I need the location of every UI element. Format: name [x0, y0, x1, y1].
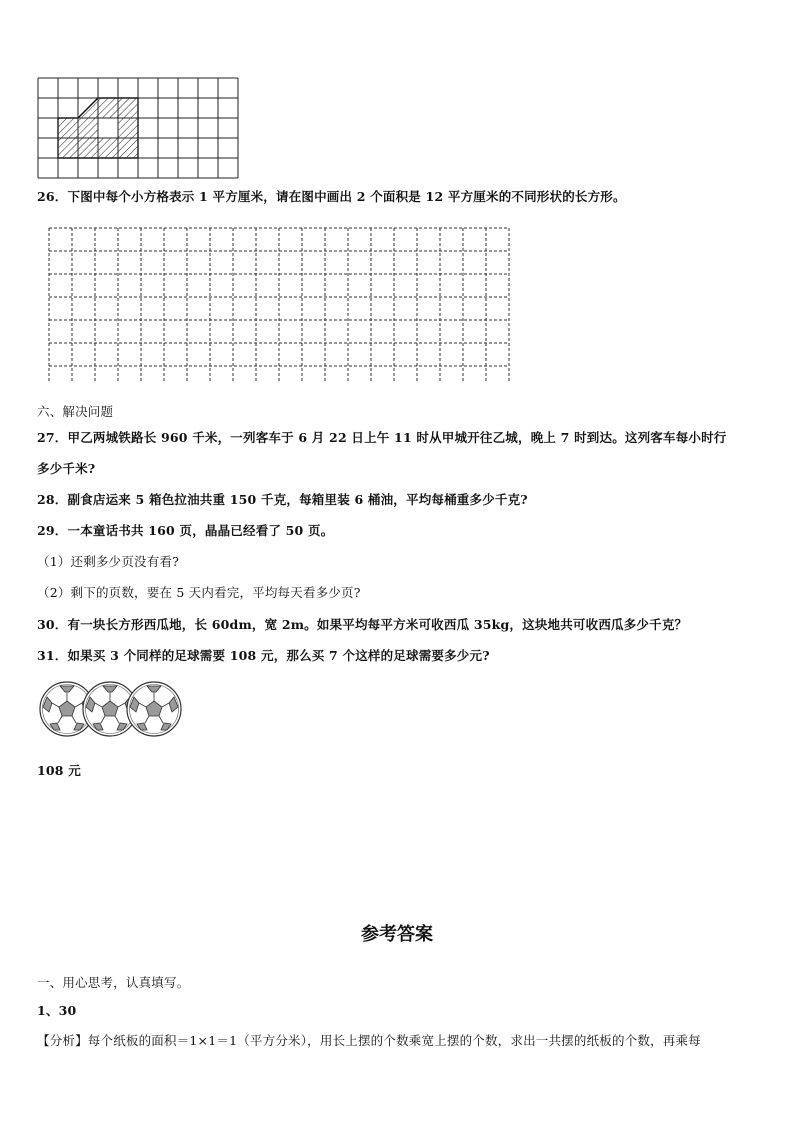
shaded-grid-figure	[37, 77, 245, 179]
question-29-sub2: （2）剩下的页数，要在 5 天内看完，平均每天看多少页?	[37, 585, 361, 600]
question-27-line1: 27．甲乙两城铁路长 960 千米，一列客车于 6 月 22 日上午 11 时从甲城开往乙城，晚上 7 时到达。这列客车每小时行	[37, 430, 727, 445]
question-27-line2: 多少千米?	[37, 461, 96, 476]
question-29: 29．一本童话书共 160 页，晶晶已经看了 50 页。	[37, 523, 334, 538]
price-label: 108 元	[37, 763, 81, 778]
section-6-heading: 六、解决问题	[37, 404, 114, 419]
question-30: 30．有一块长方形西瓜地，长 60dm，宽 2m。如果平均每平方米可收西瓜 35kg，这块地共可收西瓜多少千克？	[37, 617, 688, 632]
answer-item-1: 1、30	[37, 1003, 77, 1018]
question-29-sub1: （1）还剩多少页没有看?	[37, 554, 180, 569]
soccer-balls-figure	[38, 680, 188, 740]
answers-title: 参考答案	[361, 924, 433, 945]
answers-section-1: 一、用心思考，认真填写。	[37, 975, 190, 990]
question-26: 26．下图中每个小方格表示 1 平方厘米，请在图中画出 2 个面积是 12 平方厘米的不同形状的长方形。	[37, 189, 626, 204]
question-28: 28．副食店运来 5 箱色拉油共重 150 千克，每箱里装 6 桶油，平均每桶重多少千克?	[37, 492, 528, 507]
dashed-grid-canvas[interactable]	[48, 227, 516, 383]
soccer-ball-3	[127, 682, 181, 736]
answer-analysis: 【分析】每个纸板的面积＝1×1＝1（平方分米），用长上摆的个数乘宽上摆的个数，求出一共摆的纸板的个数，再乘每	[37, 1033, 701, 1048]
question-31: 31．如果买 3 个同样的足球需要 108 元，那么买 7 个这样的足球需要多少元?	[37, 648, 490, 663]
